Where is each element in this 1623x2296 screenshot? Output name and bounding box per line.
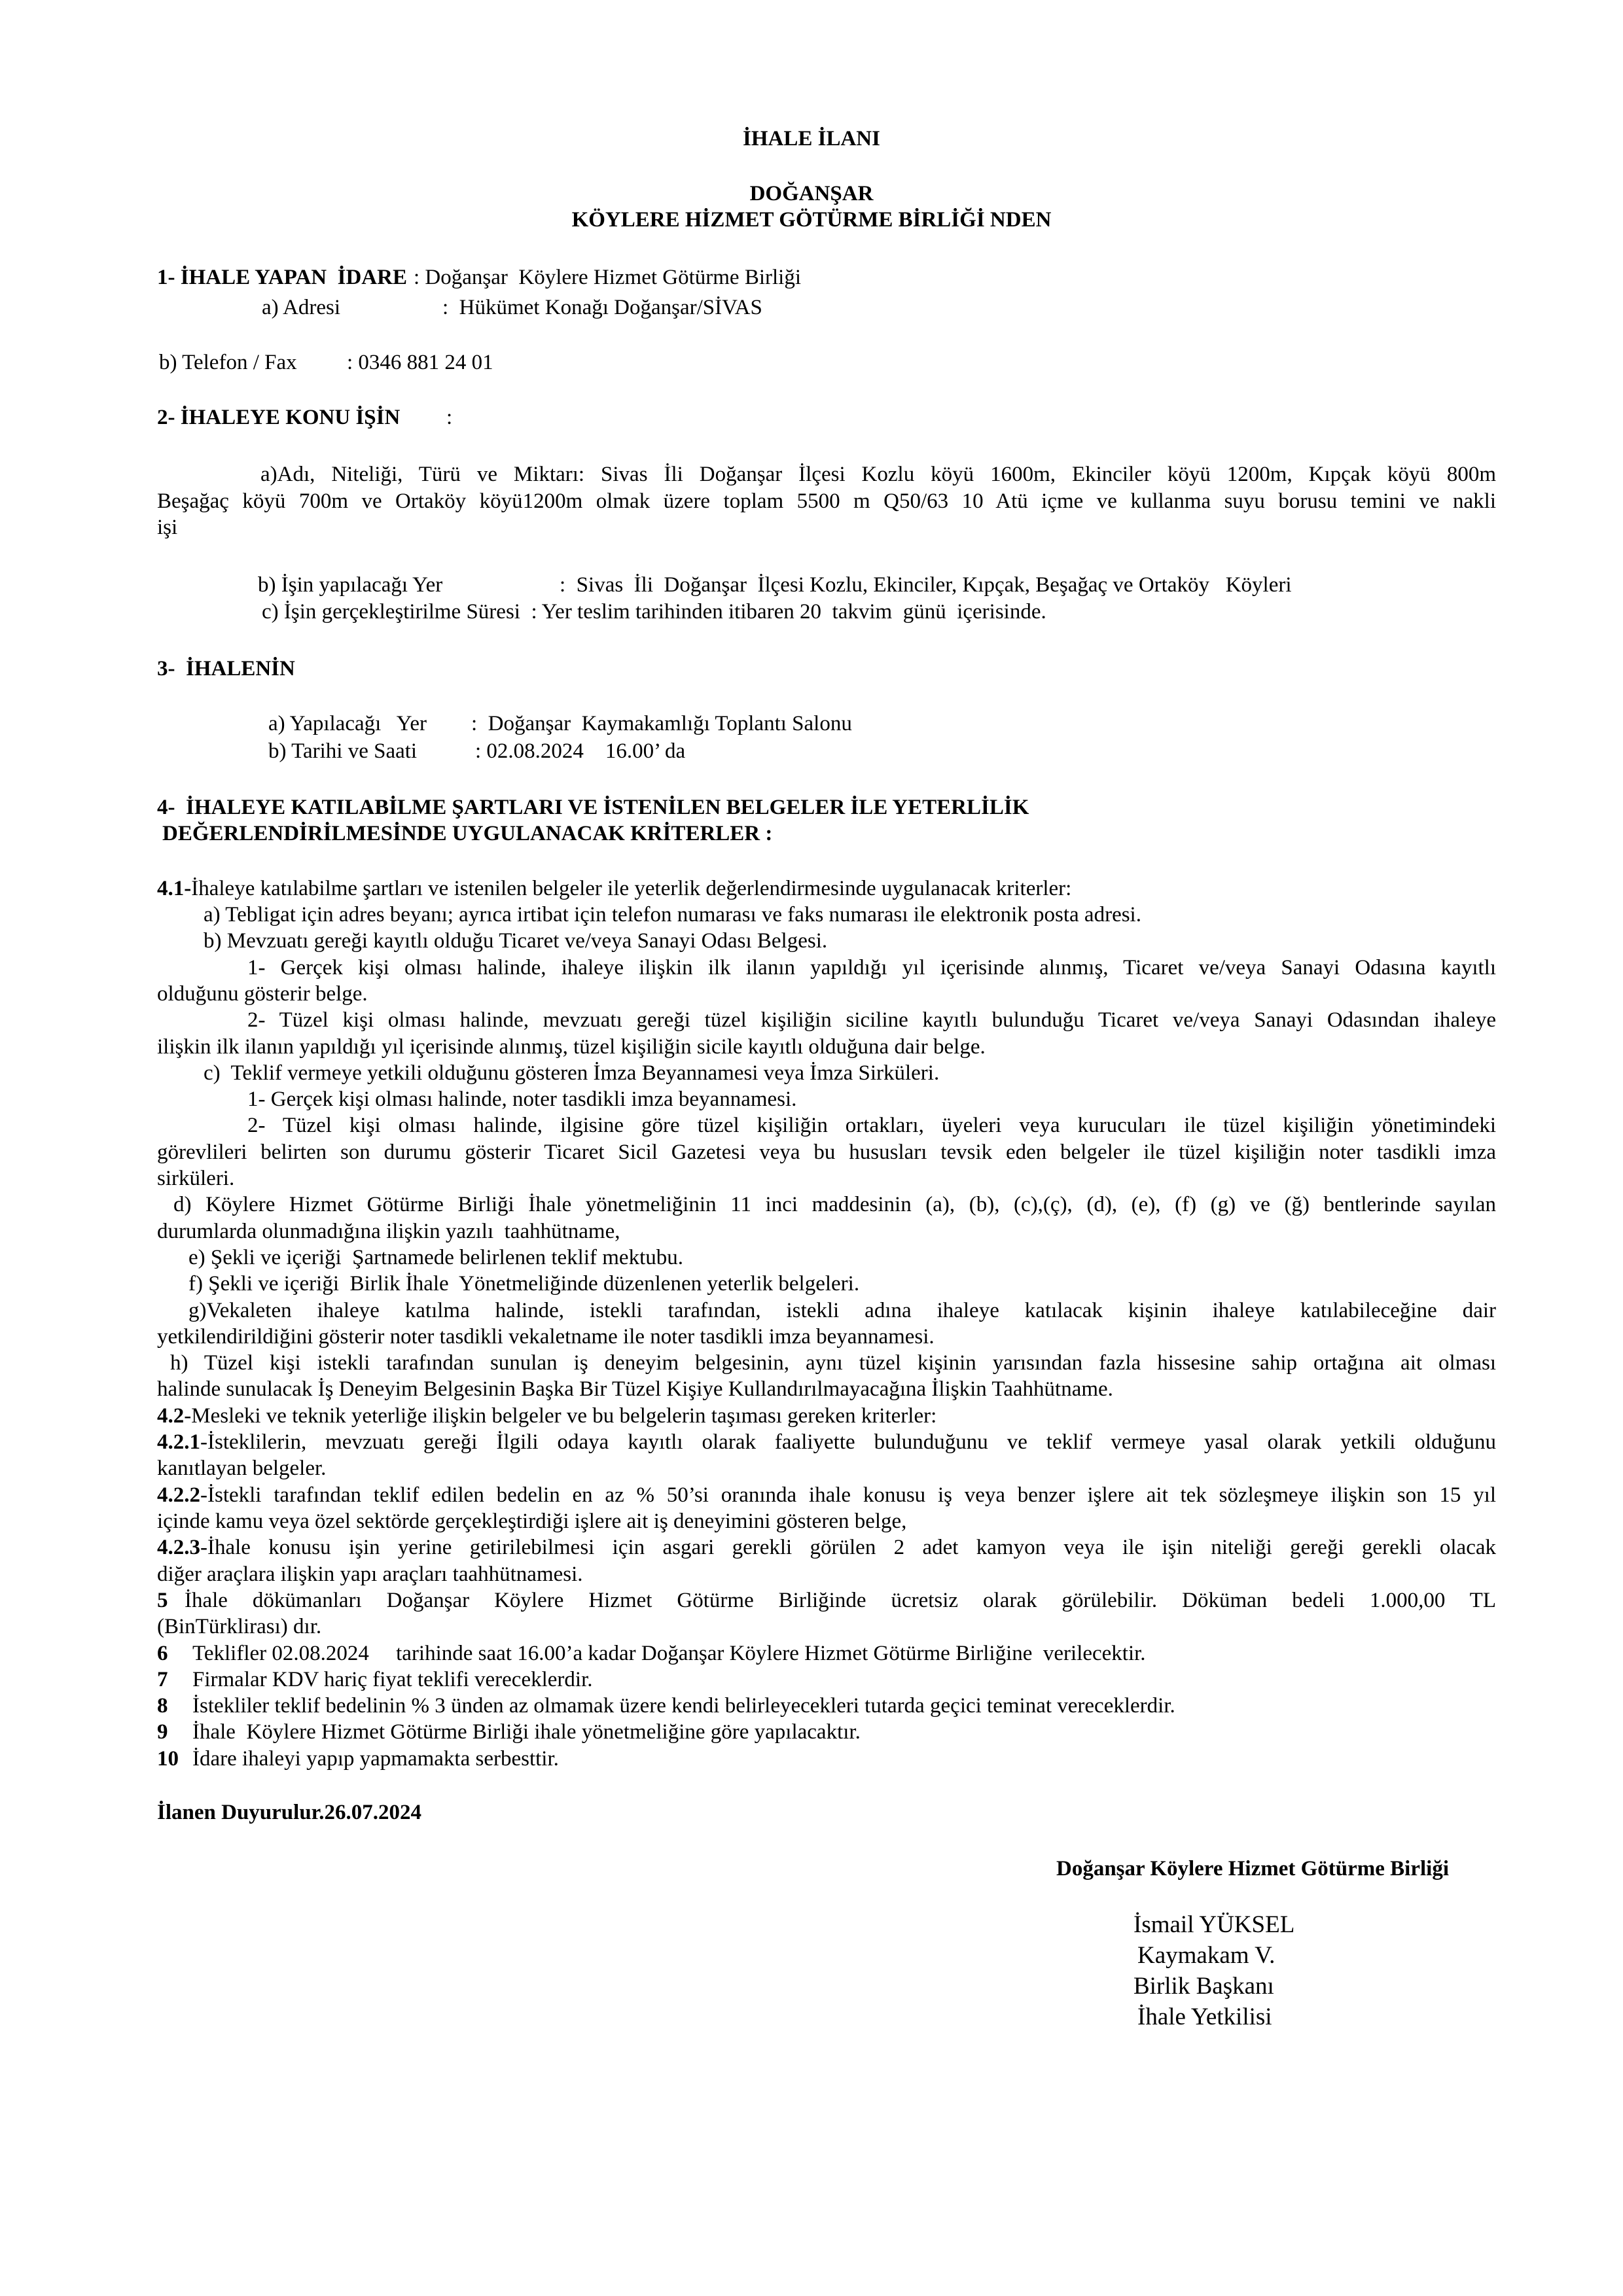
work-description-line1: a)Adı, Niteliği, Türü ve Miktarı: Sivas İli Doğanşar İlçesi Kozlu köyü 1600m, Ekinciler köyü 1200m, Kıpçak köyü 800m	[260, 463, 1496, 486]
criteria-line-a: a) Tebligat için adres beyanı; ayrıca irtibat için telefon numarası ve faks numarası ile elektronik posta adresi.	[204, 903, 1141, 927]
org-name-line2: KÖYLERE HİZMET GÖTÜRME BİRLİĞİ NDEN	[571, 208, 1052, 232]
criteria-4-2-3-number: 4.2.3	[157, 1536, 200, 1559]
address-value: : Hükümet Konağı Doğanşar/SİVAS	[442, 296, 762, 319]
tender-date-label: b) Tarihi ve Saati	[268, 739, 418, 763]
announcement-date: İlanen Duyurulur.26.07.2024	[157, 1801, 422, 1824]
section-4-heading-line2: DEĞERLENDİRİLMESİNDE UYGULANACAK KRİTERLER :	[162, 822, 773, 845]
work-location-label: b) İşin yapılacağı Yer	[258, 573, 443, 597]
work-duration: c) İşin gerçekleştirilme Süresi : Yer teslim tarihinden itibaren 20 takvim günü içerisinde.	[262, 600, 1046, 624]
criteria-4-2-3-text: -İhale konusu işin yerine getirilebilmesi için asgari gerekli görülen 2 adet kamyon veya ile işin niteliği gereği gerekli olacak	[200, 1536, 1496, 1559]
criteria-4-2-1-number: 4.2.1	[157, 1430, 200, 1454]
address-label: a) Adresi	[262, 296, 341, 319]
criteria-4-2-2-cont: içinde kamu veya özel sektörde gerçekleştirdiği işlere ait iş deneyimini gösteren belge,	[157, 1510, 907, 1533]
signatory-name: İsmail YÜKSEL	[1133, 1911, 1295, 1938]
section-2-colon: :	[446, 406, 453, 429]
criteria-4-2-3	[157, 1534, 1496, 1561]
criteria-line-g: g)Vekaleten ihaleye katılma halinde, istekli tarafından, istekli adına ihaleye katılacak kişinin ihaleye katılabileceğine dair	[188, 1299, 1496, 1322]
criteria-line-f: f) Şekli ve içeriği Birlik İhale Yönetmeliğinde düzenlenen yeterlik belgeleri.	[188, 1272, 860, 1296]
section-1-row	[157, 264, 801, 291]
criteria-line-b: b) Mevzuatı gereği kayıtlı olduğu Ticaret ve/veya Sanayi Odası Belgesi.	[204, 929, 828, 953]
item-10-text: İdare ihaleyi yapıp yapmamakta serbesttir.	[192, 1747, 559, 1771]
criteria-4-2-2-number: 4.2.2	[157, 1483, 200, 1507]
criteria-line-b2-cont: ilişkin ilk ilanın yapıldığı yıl içerisinde alınmış, tüzel kişiliğin sicile kayıtlı olduğuna dair belge.	[157, 1035, 986, 1059]
section-1-label: 1- İHALE YAPAN İDARE	[157, 266, 407, 289]
criteria-line-c2: 2- Tüzel kişi olması halinde, ilgisine göre tüzel kişiliğin ortakları, üyeleri veya kurucuları ile tüzel kişiliğin yönetimindeki	[247, 1114, 1496, 1137]
signatory-title-3: İhale Yetkilisi	[1137, 2004, 1272, 2030]
criteria-4-2-text: -Mesleki ve teknik yeterliğe ilişkin belgeler ve bu belgelerin taşıması gereken kriterler:	[184, 1404, 937, 1428]
phone-value: : 0346 881 24 01	[347, 351, 493, 374]
work-location-value: : Sivas İli Doğanşar İlçesi Kozlu, Ekinciler, Kıpçak, Beşağaç ve Ortaköy Köyleri	[560, 573, 1292, 597]
section-3-label: 3- İHALENİN	[157, 657, 295, 680]
work-description-line2: Beşağaç köyü 700m ve Ortaköy köyü1200m olmak üzere toplam 5500 m Q50/63 10 Atü içme ve kullanma suyu borusu temini ve nakli	[157, 489, 1496, 513]
criteria-line-h: h) Tüzel kişi istekli tarafından sunulan iş deneyim belgesinin, aynı tüzel kişinin yarısından fazla hissesine sahip ortağına ait olması	[170, 1351, 1496, 1375]
item-8-text: İstekliler teklif bedelinin % 3 ünden az olmamak üzere kendi belirleyecekleri tutarda geçici teminat vereceklerdir.	[192, 1694, 1175, 1718]
criteria-line-b2: 2- Tüzel kişi olması halinde, mevzuatı gereği tüzel kişiliğin siciline kayıtlı bulunduğu Ticaret ve/veya Sanayi Odasından ihaleye	[247, 1008, 1496, 1032]
item-5-text: İhale dökümanları Doğanşar Köylere Hizmet Götürme Birliğinde ücretsiz olarak görülebilir. Döküman bedeli 1.000,00 TL	[185, 1589, 1496, 1612]
item-9-number: 9	[157, 1720, 168, 1744]
criteria-line-h-cont: halinde sunulacak İş Deneyim Belgesinin Başka Bir Tüzel Kişiye Kullandırılmayacağına İlişkin Taahhütname.	[157, 1377, 1113, 1401]
criteria-4-2-1-cont: kanıtlayan belgeler.	[157, 1457, 327, 1480]
criteria-4-2-3-cont: diğer araçlara ilişkin yapı araçları taahhütnamesi.	[157, 1563, 583, 1586]
item-6-text: Teklifler 02.08.2024 tarihinde saat 16.00’a kadar Doğanşar Köylere Hizmet Götürme Birliğine verilecektir.	[192, 1642, 1146, 1665]
tender-place-label: a) Yapılacağı Yer	[268, 712, 427, 735]
item-7-number: 7	[157, 1668, 168, 1691]
org-name-line1: DOĞANŞAR	[749, 182, 874, 205]
criteria-line-b1: 1- Gerçek kişi olması halinde, ihaleye ilişkin ilk ilanın yapıldığı yıl içerisinde alınmış, Ticaret ve/veya Sanayi Odasına kayıtlı	[247, 956, 1496, 980]
item-5-number: 5	[157, 1589, 168, 1612]
criteria-line-c2-cont1: görevlileri belirten son durumu gösterir Ticaret Sicil Gazetesi veya bu hususları tevsik eden belgeler ile tüzel kişiliğin noter tasdikli imza	[157, 1140, 1496, 1164]
tender-place-value: : Doğanşar Kaymakamlığı Toplantı Salonu	[471, 712, 852, 735]
item-7-text: Firmalar KDV hariç fiyat teklifi vereceklerdir.	[192, 1668, 593, 1691]
signatory-title-1: Kaymakam V.	[1137, 1942, 1275, 1969]
criteria-4-2-2	[157, 1482, 1496, 1508]
criteria-line-e: e) Şekli ve içeriği Şartnamede belirlenen teklif mektubu.	[188, 1246, 683, 1269]
section-4-heading-line1: 4- İHALEYE KATILABİLME ŞARTLARI VE İSTENİLEN BELGELER İLE YETERLİLİK	[157, 796, 1029, 819]
document-title: İHALE İLANI	[743, 127, 880, 150]
criteria-4-2-number: 4.2	[157, 1404, 185, 1428]
criteria-4-1-text: İhaleye katılabilme şartları ve istenilen belgeler ile yeterlik değerlendirmesinde uygulanacak kriterler:	[191, 877, 1072, 900]
criteria-4-2	[157, 1403, 936, 1429]
criteria-line-c1: 1- Gerçek kişi olması halinde, noter tasdikli imza beyannamesi.	[247, 1087, 797, 1111]
item-10-number: 10	[157, 1747, 179, 1771]
phone-label: b) Telefon / Fax	[159, 351, 297, 374]
criteria-line-c: c) Teklif vermeye yetkili olduğunu gösteren İmza Beyannamesi veya İmza Sirküleri.	[204, 1061, 940, 1085]
signatory-title-2: Birlik Başkanı	[1133, 1973, 1274, 2000]
criteria-4-2-2-text: -İstekli tarafından teklif edilen bedelin en az % 50’si oranında ihale konusu iş veya benzer işlere ait tek sözleşmeye ilişkin son 15 yıl	[200, 1483, 1496, 1507]
work-description-line3: işi	[157, 516, 178, 539]
criteria-4-2-1	[157, 1429, 1496, 1455]
item-5-cont: (BinTürklirası) dır.	[157, 1615, 322, 1638]
section-2-label: 2- İHALEYE KONU İŞİN	[157, 406, 401, 429]
item-9-text: İhale Köylere Hizmet Götürme Birliği ihale yönetmeliğine göre yapılacaktır.	[192, 1720, 861, 1744]
criteria-line-d-cont: durumlarda olunmadığına ilişkin yazılı taahhütname,	[157, 1220, 620, 1243]
criteria-4-2-1-text: -İsteklilerin, mevzuatı gereği İlgili odaya kayıtlı olarak faaliyette bulunduğunu ve teklif vermeye yasal olarak yetkili olduğunu	[200, 1430, 1496, 1454]
criteria-line-c2-cont2: sirküleri.	[157, 1167, 235, 1190]
signatory-organization: Doğanşar Köylere Hizmet Götürme Birliği	[1056, 1857, 1449, 1881]
criteria-line-d: d) Köylere Hizmet Götürme Birliği İhale yönetmeliğinin 11 inci maddesinin (a), (b), (c),(ç), (d), (e), (f) (g) ve (ğ) bentlerinde sayılan	[173, 1193, 1496, 1216]
item-6-number: 6	[157, 1642, 168, 1665]
tender-date-value: : 02.08.2024 16.00’ da	[475, 739, 686, 763]
criteria-4-1	[157, 875, 1071, 902]
criteria-line-g-cont: yetkilendirildiğini gösterir noter tasdikli vekaletname ile noter tasdikli imza beyannamesi.	[157, 1325, 935, 1349]
criteria-line-b1-cont: olduğunu gösterir belge.	[157, 982, 368, 1006]
section-1-value: : Doğanşar Köylere Hizmet Götürme Birliği	[413, 266, 802, 289]
criteria-4-1-number: 4.1-	[157, 877, 192, 900]
item-8-number: 8	[157, 1694, 168, 1718]
